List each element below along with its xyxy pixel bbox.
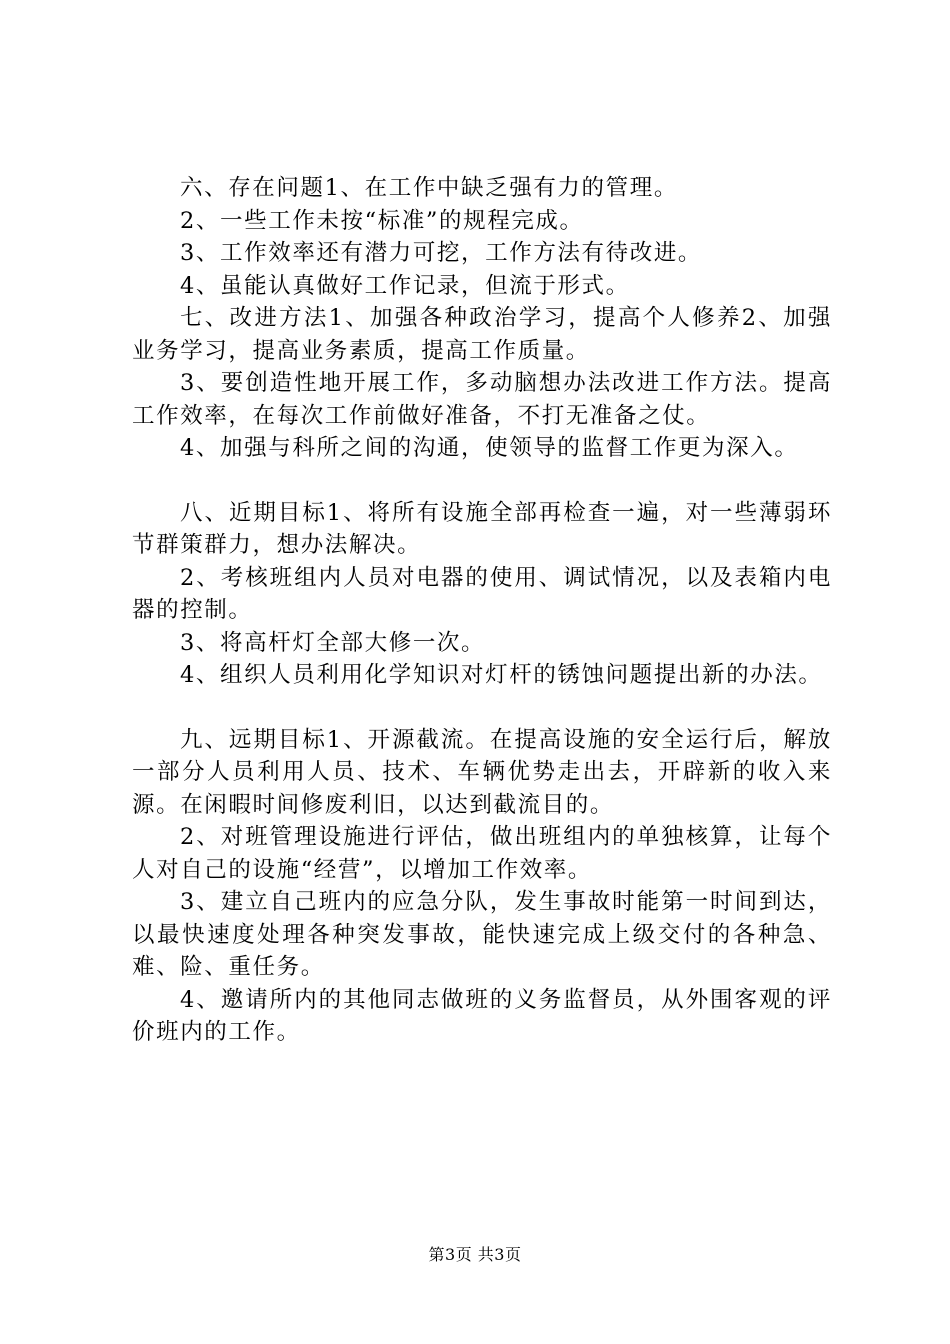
paragraph: 3、工作效率还有潜力可挖，工作方法有待改进。 [180,240,703,266]
paragraph: 2、对班管理设施进行评估，做出班组内的单独核算，让每个人对自己的设施“经营”，以增加工作效率。 [132,824,832,883]
paragraph: 七、改进方法1、加强各种政治学习，提高个人修养2、加强业务学习，提高业务素质，提高工作质量。 [132,305,832,364]
document-body [132,172,832,1049]
paragraph: 2、考核班组内人员对电器的使用、调试情况，以及表箱内电器的控制。 [132,564,832,623]
section-gap [132,692,832,724]
section-short-term-goals [132,497,832,692]
paragraph: 2、一些工作未按“标准”的规程完成。 [180,207,584,234]
paragraph: 3、建立自己班内的应急分队，发生事故时能第一时间到达，以最快速度处理各种突发事故，能快速完成上级交付的各种急、难、险、重任务。 [132,889,832,980]
paragraph: 3、将高杆灯全部大修一次。 [180,629,486,656]
paragraph: 九、远期目标1、开源截流。在提高设施的安全运行后，解放一部分人员利用人员、技术、车辆优势走出去，开辟新的收入来源。在闲暇时间修废利旧，以达到截流目的。 [132,726,832,818]
section-long-term-goals [132,724,832,1049]
paragraph: 4、虽能认真做好工作记录，但流于形式。 [180,272,630,299]
section-problems-and-methods [132,172,832,465]
paragraph: 八、近期目标1、将所有设施全部再检查一遍，对一些薄弱环节群策群力，想办法解决。 [132,499,832,558]
paragraph: 4、加强与科所之间的沟通，使领导的监督工作更为深入。 [180,435,799,461]
section-gap [132,465,832,497]
paragraph: 4、组织人员利用化学知识对灯杆的锈蚀问题提出新的办法。 [180,662,823,688]
paragraph: 3、要创造性地开展工作，多动脑想办法改进工作方法。提高工作效率，在每次工作前做好准备，不打无准备之仗。 [132,370,832,429]
paragraph: 4、邀请所内的其他同志做班的义务监督员，从外围客观的评价班内的工作。 [132,986,832,1045]
paragraph: 六、存在问题1、在工作中缺乏强有力的管理。 [180,175,678,201]
page-number-footer: 第3页 共3页 [428,1245,522,1264]
